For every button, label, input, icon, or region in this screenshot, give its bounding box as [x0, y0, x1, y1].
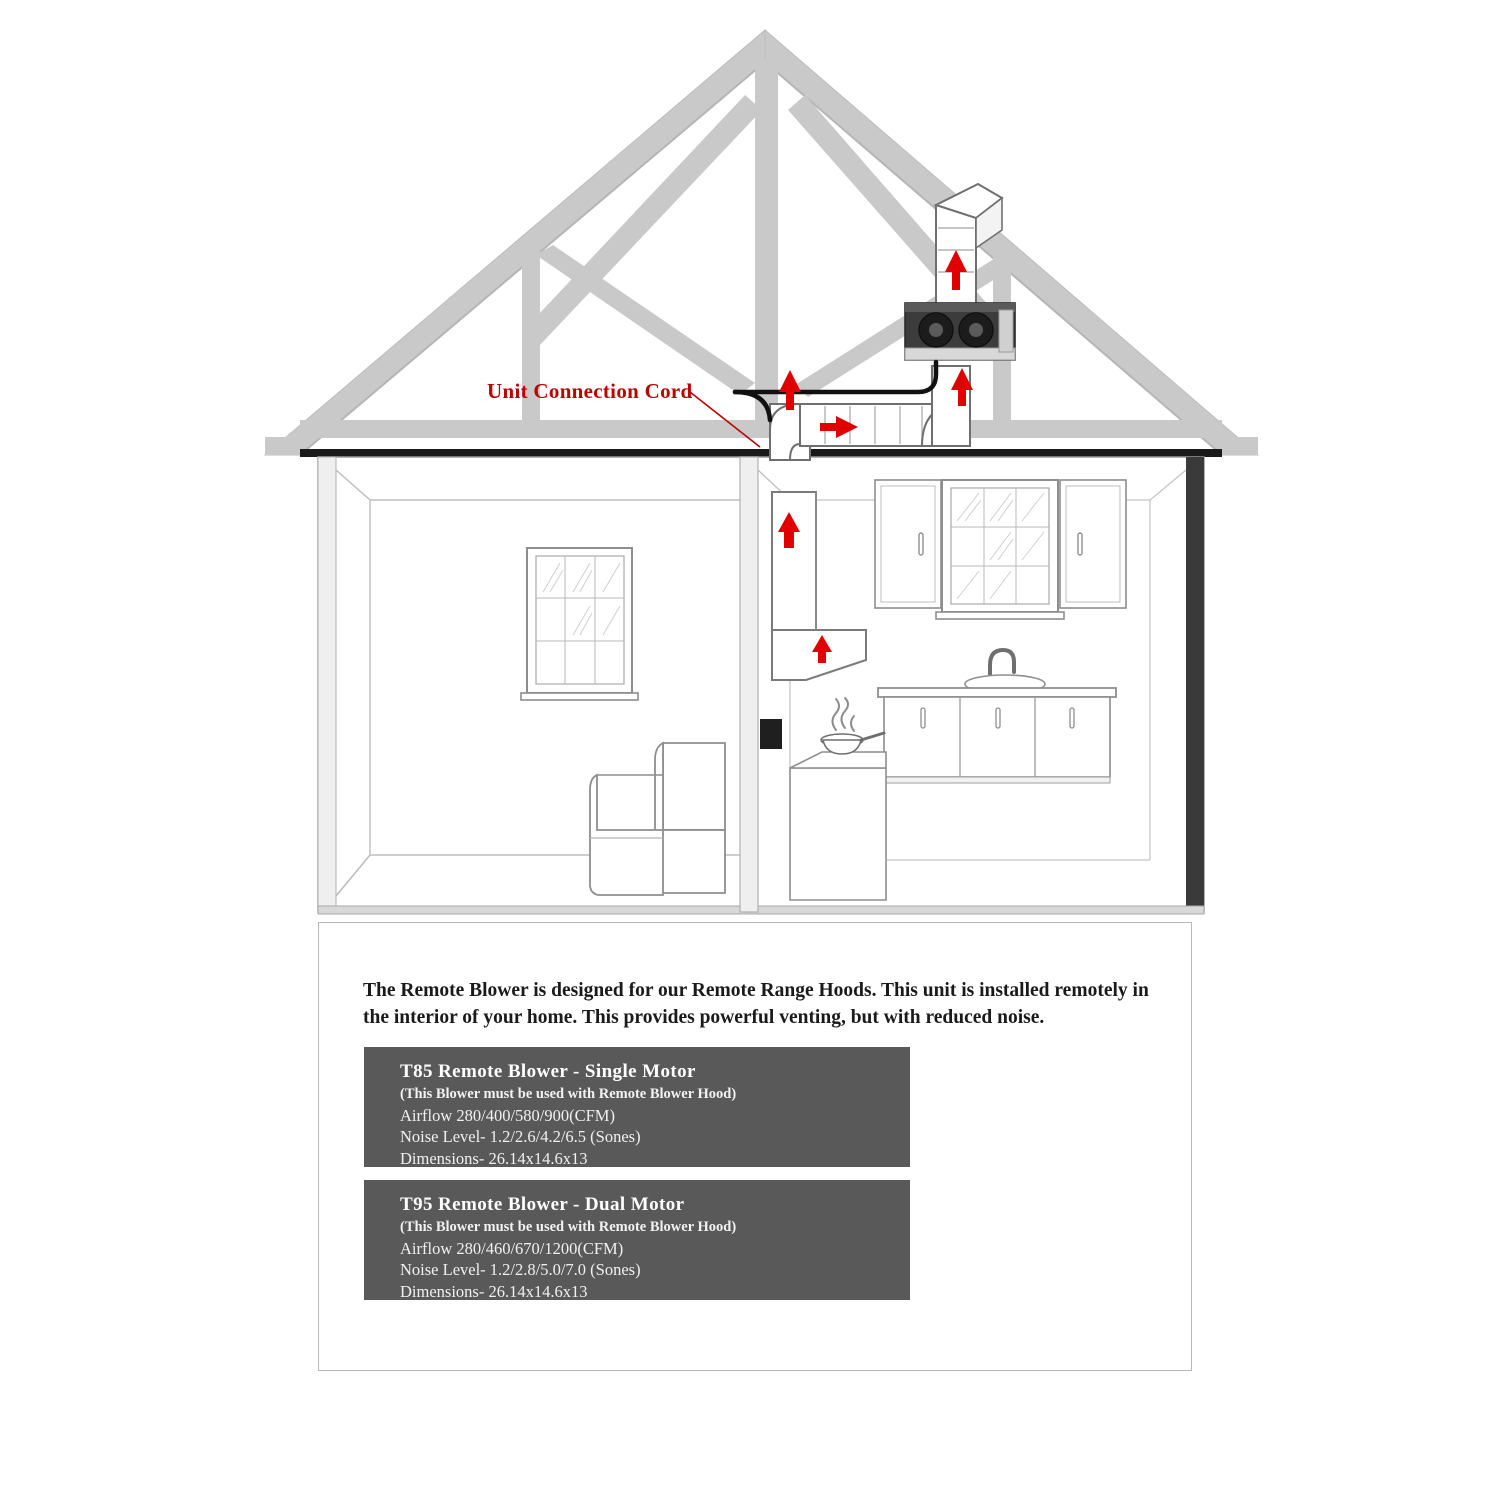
spec-card-note: (This Blower must be used with Remote Blower Hood): [400, 1219, 737, 1235]
spec-card-title: T95 Remote Blower - Dual Motor: [400, 1194, 685, 1215]
spec-card-title: T85 Remote Blower - Single Motor: [400, 1061, 696, 1082]
remote-blower-unit: [905, 303, 1015, 360]
spec-card-airflow: Airflow 280/460/670/1200(CFM): [400, 1239, 624, 1258]
spec-card-t85: [364, 1047, 910, 1167]
spec-card-noise: Noise Level- 1.2/2.8/5.0/7.0 (Sones): [400, 1260, 641, 1280]
unit-connection-cord-label: Unit Connection Cord: [487, 379, 693, 403]
spec-card-noise: Noise Level- 1.2/2.6/4.2/6.5 (Sones): [400, 1127, 641, 1147]
kitchen-base-cabinets: [878, 688, 1116, 783]
kitchen-window: [936, 480, 1064, 619]
info-panel: [318, 922, 1192, 1371]
intro-paragraph: The Remote Blower is designed for our Remote Range Hoods. This unit is installed remotely in the interior of your home. This provides powerful venting, but with reduced noise.: [363, 979, 1149, 1029]
spec-card-dimensions: Dimensions- 26.14x14.6x13: [400, 1148, 588, 1168]
spec-card-t95: [364, 1180, 910, 1300]
spec-card-dimensions: Dimensions- 26.14x14.6x13: [400, 1281, 588, 1301]
ceiling-band: [300, 449, 1222, 457]
living-room-window: [521, 548, 638, 700]
spec-card-note: (This Blower must be used with Remote Blower Hood): [400, 1086, 737, 1102]
spec-card-airflow: Airflow 280/400/580/900(CFM): [400, 1106, 615, 1125]
